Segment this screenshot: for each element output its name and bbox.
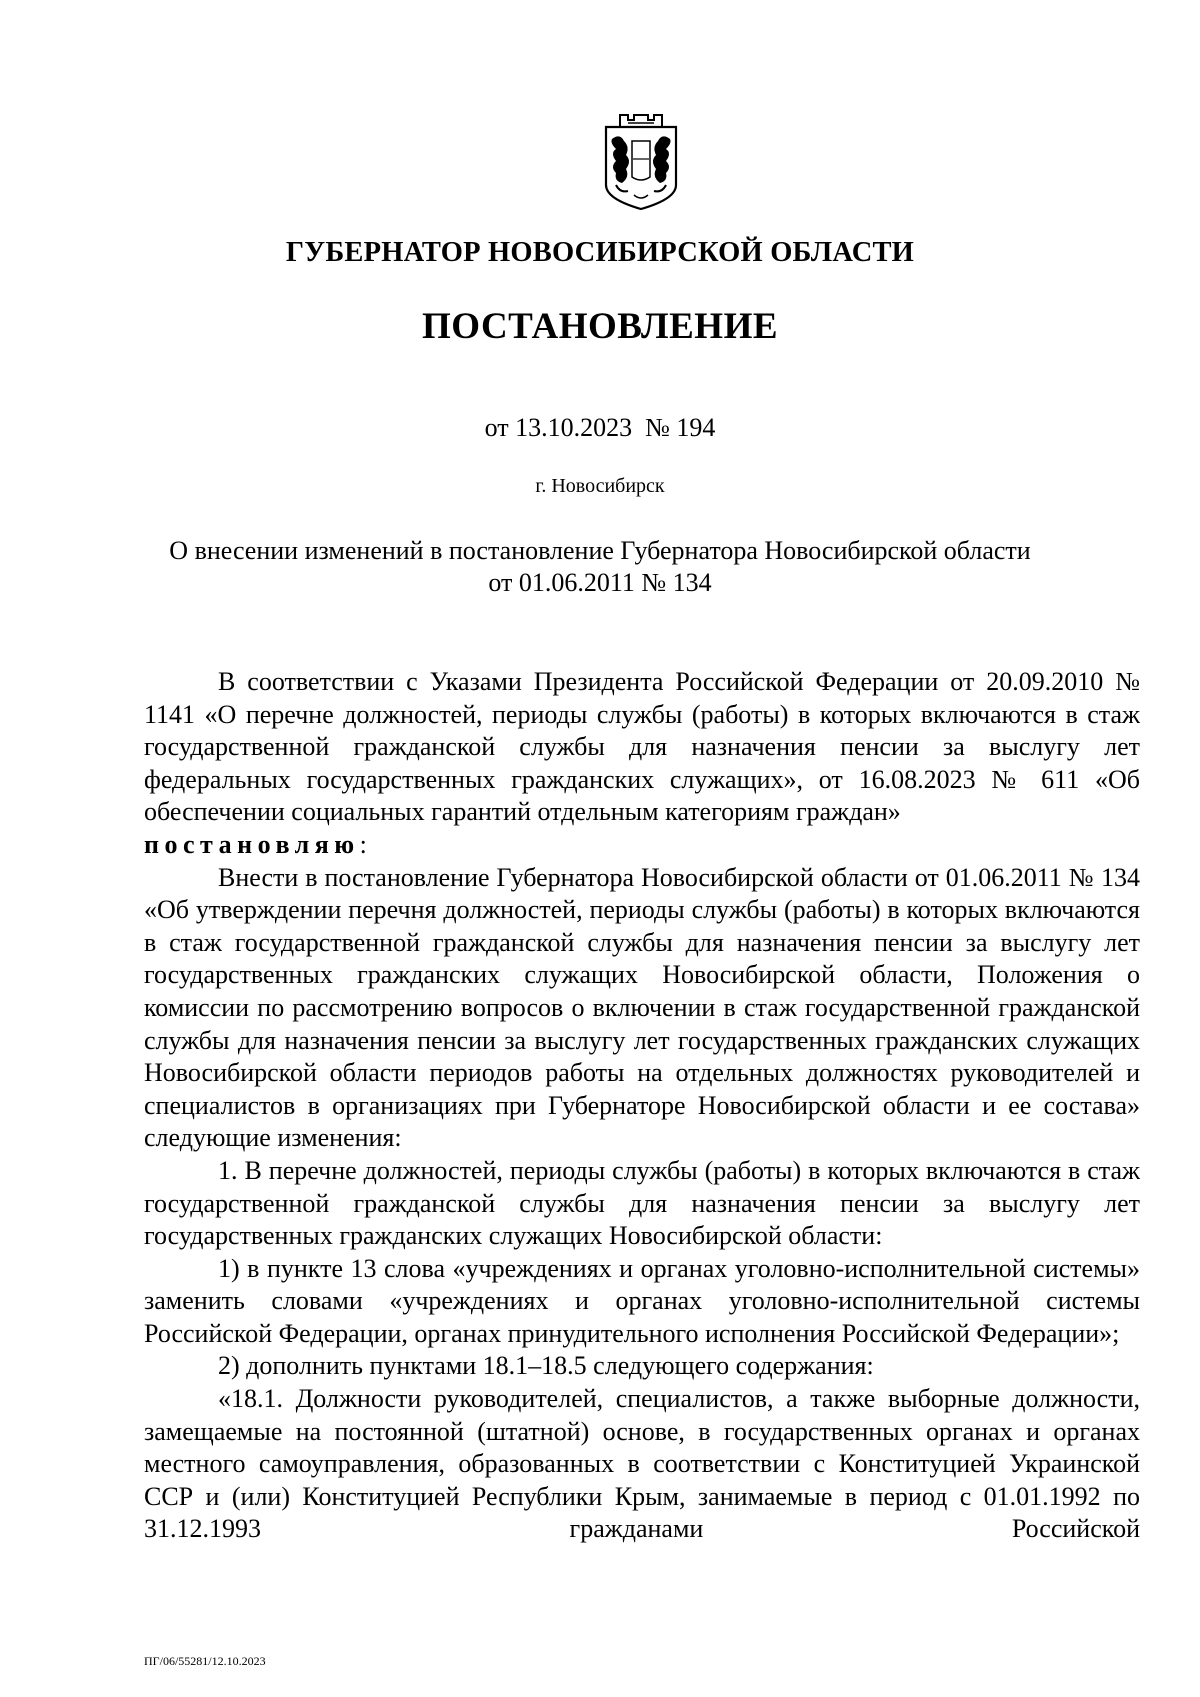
city: г. Новосибирск <box>535 475 665 497</box>
document-body <box>144 666 1140 1546</box>
decree-word: постановляю <box>144 829 360 859</box>
date-and-number: от 13.10.2023 № 194 <box>484 413 716 442</box>
preamble-text: В соответствии с Указами Президента Российской Федерации от 20.09.2010 № 1141 «О перечне должностей, периоды службы (работы) в которых включаются в стаж государственной гражданской службы для назначения пенсии за выслугу лет федеральных государственных гражданских служащих», от 16.08.2023 № 611 «Об обеспечении социальных гарантий отдельным категориям граждан» <box>144 667 1140 827</box>
paragraph-amendment-intro: Внести в постановление Губернатора Новосибирской области от 01.06.2011 № 134 «Об утверждении перечня должностей, периоды службы (работы) в которых включаются в стаж государственной гражданской службы для назначения пенсии за выслугу лет государственных гражданских служащих Новосибирской области, Положения о комиссии по рассмотрению вопросов о включении в стаж государственной гражданской службы для назначения пенсии за выслугу лет государственных гражданских служащих Новосибирской области периодов работы на отдельных должностях руководителей и специалистов в организациях при Губернаторе Новосибирской области и ее состава» следующие изменения: <box>144 862 1140 1153</box>
paragraph-item-1: 1. В перечне должностей, периоды службы (работы) в которых включаются в стаж государственной гражданской службы для назначения пенсии за выслугу лет государственных гражданских служащих Новосибирской области: <box>144 1155 1140 1251</box>
subject-line-1: О внесении изменений в постановление Губернатора Новосибирской области <box>169 536 1031 565</box>
paragraph-18-1: «18.1. Должности руководителей, специалистов, а также выборные должности, замещаемые на постоянной (штатной) основе, в государственных органах и органах местного самоуправления, образованных в соответствии с Конституцией Украинской ССР и (или) Конституцией Республики Крым, занимаемые в период с 01.01.1992 по 31.12.1993 гражданами Российской <box>144 1384 1140 1544</box>
paragraph-preamble <box>144 666 1140 829</box>
document-subject <box>0 535 1200 599</box>
document-code: ПГ/06/55281/12.10.2023 <box>144 1654 266 1668</box>
novosibirsk-coat-of-arms-icon <box>600 111 682 213</box>
paragraph-subitem-1: 1) в пункте 13 слова «учреждениях и органах уголовно-исполнительной системы» заменить словами «учреждениях и органах уголовно-исполнительной системы Российской Федерации, органах принудительного исполнения Российской Федерации»; <box>144 1253 1140 1348</box>
paragraph-subitem-2: 2) дополнить пунктами 18.1–18.5 следующего содержания: <box>218 1351 874 1381</box>
paragraph-decree <box>144 829 1140 862</box>
decree-colon: : <box>359 829 367 859</box>
document-type-title: ПОСТАНОВЛЕНИЕ <box>421 306 779 347</box>
subject-line-2: от 01.06.2011 № 134 <box>488 568 712 597</box>
issuing-authority: ГУБЕРНАТОР НОВОСИБИРСКОЙ ОБЛАСТИ <box>285 237 915 268</box>
